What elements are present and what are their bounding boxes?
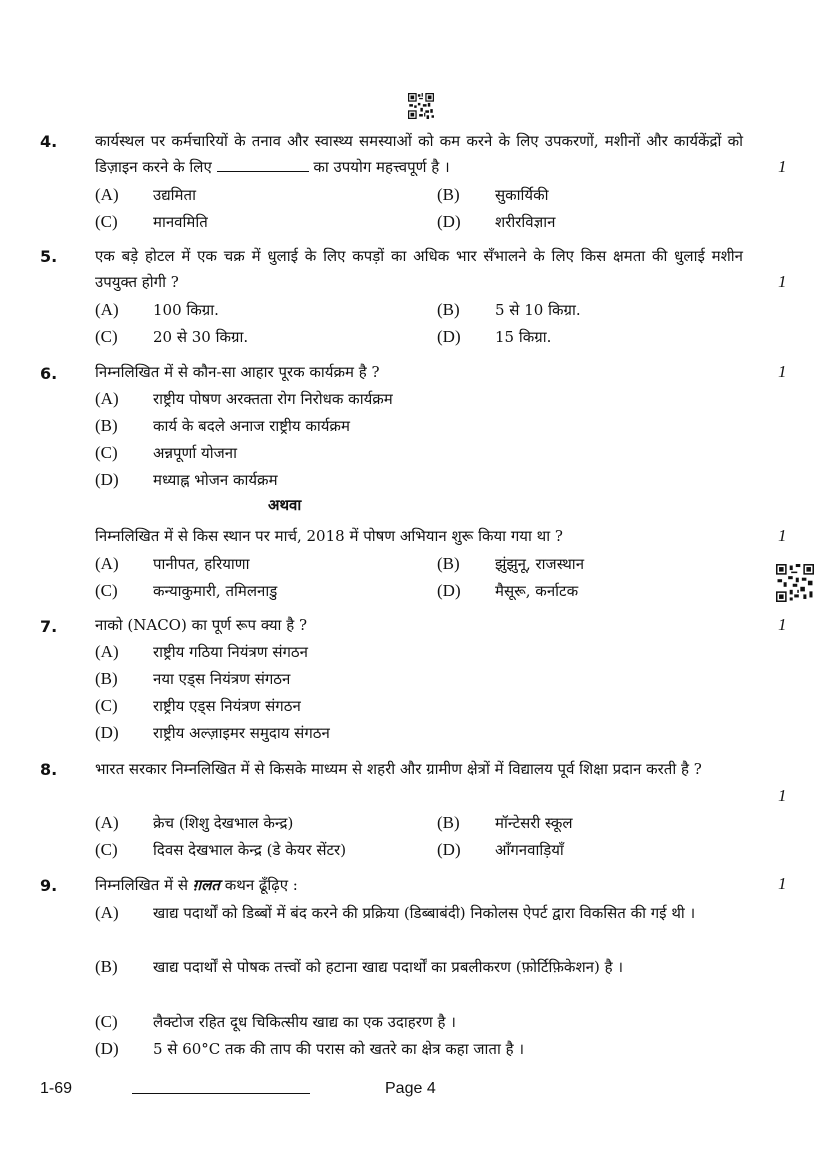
option-c: (C) दिवस देखभाल केन्द्र (डे केयर सेंटर)	[95, 840, 347, 859]
question-stem-text: कथन ढूँढ़िए :	[224, 876, 298, 894]
paper-code: 1-69	[40, 1080, 73, 1097]
option-a: (A) राष्ट्रीय गठिया नियंत्रण संगठन	[95, 642, 308, 661]
option-a: (A) उद्यमिता	[95, 185, 196, 204]
question-stem-alternative: निम्नलिखित में से किस स्थान पर मार्च, 2018 में पोषण अभियान शुरू किया गया था ?	[95, 527, 563, 545]
option-b: (B) नया एड्स नियंत्रण संगठन	[95, 669, 291, 688]
footer-divider	[132, 1093, 310, 1094]
question-stem-text: का उपयोग महत्त्वपूर्ण है ।	[313, 158, 450, 176]
question-number: 9.	[40, 876, 58, 895]
option-c: (C) राष्ट्रीय एड्स नियंत्रण संगठन	[95, 696, 301, 715]
option-c: (C) अन्नपूर्णा योजना	[95, 443, 237, 462]
question-stem: भारत सरकार निम्नलिखित में से किसके माध्यम से शहरी और ग्रामीण क्षेत्रों में विद्यालय पूर्व शिक्षा प्रदान करती है ?	[95, 760, 702, 778]
option-d: (D) शरीरविज्ञान	[437, 212, 556, 231]
option-d: (D) 15 किग्रा.	[437, 327, 552, 346]
or-separator: अथवा	[268, 496, 302, 514]
question-number: 8.	[40, 760, 58, 779]
question-number: 4.	[40, 132, 58, 151]
option-b: (B) कार्य के बदले अनाज राष्ट्रीय कार्यक्रम	[95, 416, 350, 435]
option-a: (A) राष्ट्रीय पोषण अरक्तता रोग निरोधक कार्यक्रम	[95, 389, 393, 408]
question-marks: 1	[778, 786, 787, 805]
option-a: (A) क्रेच (शिशु देखभाल केन्द्र)	[95, 813, 294, 832]
question-marks: 1	[778, 615, 787, 634]
question-marks: 1	[778, 526, 787, 545]
option-a: (A) 100 किग्रा.	[95, 300, 219, 319]
question-marks: 1	[778, 157, 787, 176]
option-c: (C) लैक्टोज रहित दूध चिकित्सीय खाद्य का एक उदाहरण है ।	[95, 1012, 456, 1031]
question-marks: 1	[778, 272, 787, 291]
option-a: (A) पानीपत, हरियाणा	[95, 554, 250, 573]
question-stem: निम्नलिखित में से कौन-सा आहार पूरक कार्यक्रम है ?	[95, 363, 380, 381]
question-number: 6.	[40, 364, 58, 383]
answer-blank	[217, 157, 309, 172]
option-d: (D) राष्ट्रीय अल्ज़ाइमर समुदाय संगठन	[95, 723, 330, 742]
qr-code-icon	[776, 564, 814, 602]
option-c: (C) कन्याकुमारी, तमिलनाडु	[95, 581, 278, 600]
question-marks: 1	[778, 874, 787, 893]
option-b: (B) मॉन्टेसरी स्कूल	[437, 813, 573, 832]
option-d: (D) मध्याह्न भोजन कार्यक्रम	[95, 470, 278, 489]
option-d: (D) मैसूरू, कर्नाटक	[437, 581, 579, 600]
option-b: (B) सुकार्यिकी	[437, 185, 549, 204]
question-stem-text: कार्यस्थल पर कर्मचारियों के तनाव और स्वास्थ्य समस्याओं को कम करने के लिए उपकरणों, मशीनों और कार्यकेंद्रों को डिज़ाइन करने के लिए	[95, 132, 743, 176]
question-stem	[95, 128, 743, 180]
option-c: (C) मानवमिति	[95, 212, 208, 231]
qr-code-icon	[408, 93, 434, 119]
option-b: (B) झुंझुनू, राजस्थान	[437, 554, 585, 573]
emphasized-word: ग़लत	[192, 876, 220, 894]
option-b: (B) खाद्य पदार्थों से पोषक तत्त्वों को हटाना खाद्य पदार्थों का प्रबलीकरण (फ़ोर्टिफ़िकेशन) है ।	[95, 957, 624, 976]
question-stem: नाको (NACO) का पूर्ण रूप क्या है ?	[95, 616, 307, 634]
question-stem	[95, 872, 743, 898]
page-number: Page 4	[385, 1080, 436, 1097]
option-c: (C) 20 से 30 किग्रा.	[95, 327, 249, 346]
question-stem: एक बड़े होटल में एक चक्र में धुलाई के लिए कपड़ों का अधिक भार सँभालने के लिए किस क्षमता की धुलाई मशीन उपयुक्त होगी ?	[95, 247, 743, 291]
option-b: (B) 5 से 10 किग्रा.	[437, 300, 581, 319]
question-stem-text: निम्नलिखित में से	[95, 876, 188, 894]
option-d: (D) 5 से 60°C तक की ताप की परास को खतरे का क्षेत्र कहा जाता है ।	[95, 1039, 525, 1058]
question-number: 5.	[40, 247, 58, 266]
question-marks: 1	[778, 362, 787, 381]
option-a: (A) खाद्य पदार्थों को डिब्बों में बंद करने की प्रक्रिया (डिब्बाबंदी) निकोलस ऐपर्ट द्वारा विकसित की गई थी ।	[95, 903, 696, 922]
question-number: 7.	[40, 617, 58, 636]
option-d: (D) आँगनवाड़ियाँ	[437, 840, 564, 859]
